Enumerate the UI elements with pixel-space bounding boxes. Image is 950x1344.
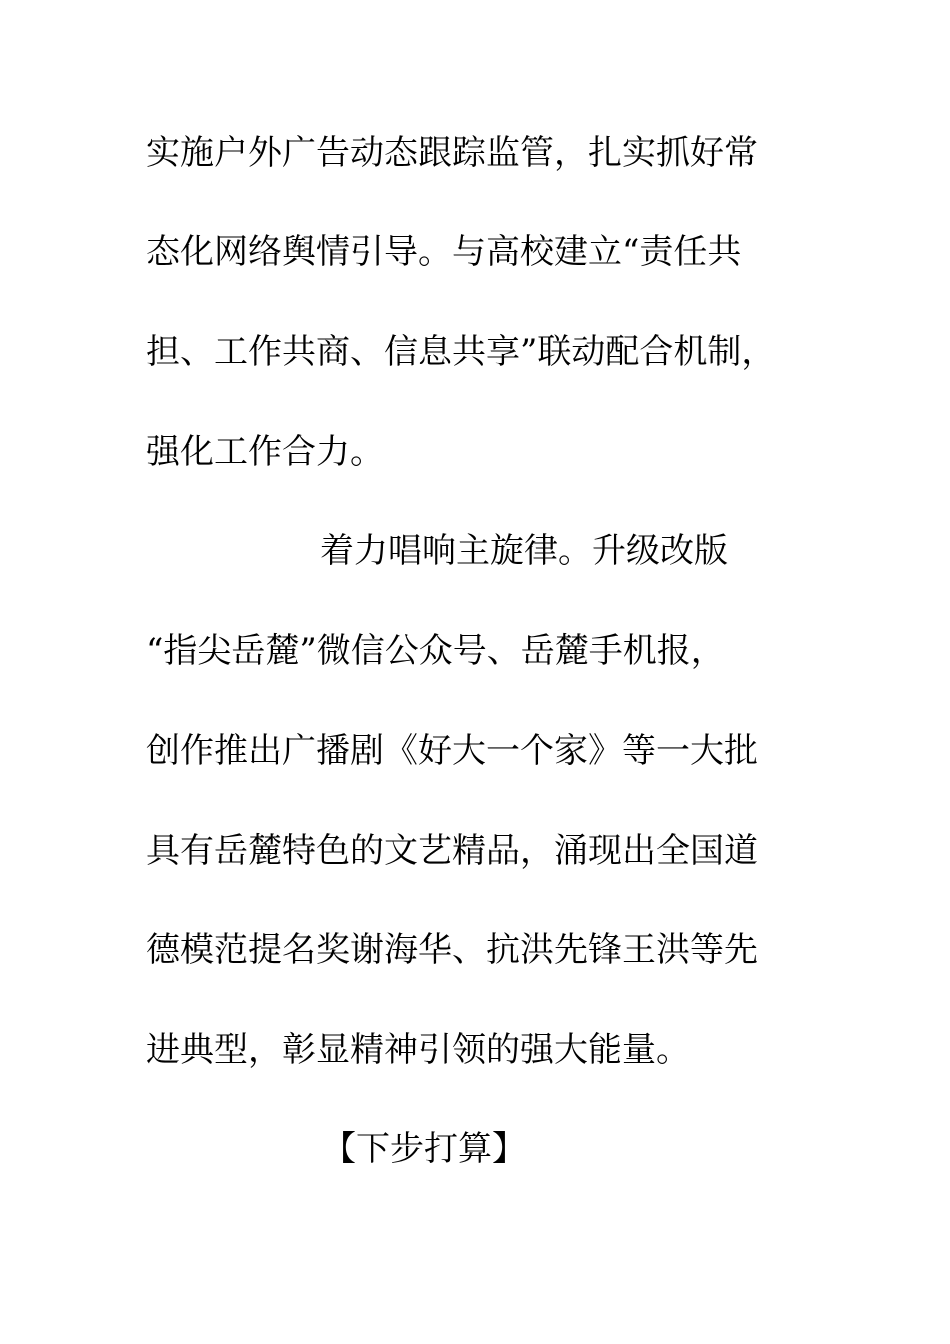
paragraph-line-1: 实施户外广告动态跟踪监管，扎实抓好常 <box>146 133 758 173</box>
paragraph-line-8: 具有岳麓特色的文艺精品，涌现出全国道 <box>146 831 758 871</box>
section-heading: 【下步打算】 <box>322 1129 526 1169</box>
paragraph-line-2: 态化网络舆情引导。与高校建立“责任共 <box>146 232 742 272</box>
paragraph-line-6: “指尖岳麓”微信公众号、岳麓手机报， <box>146 631 725 671</box>
paragraph-line-5: 着力唱响主旋律。升级改版 <box>320 531 728 571</box>
paragraph-line-7: 创作推出广播剧《好大一个家》等一大批 <box>146 731 758 771</box>
paragraph-line-3: 担、工作共商、信息共享”联动配合机制， <box>146 332 776 372</box>
paragraph-line-4: 强化工作合力。 <box>146 432 384 472</box>
paragraph-line-10: 进典型，彰显精神引领的强大能量。 <box>146 1030 690 1070</box>
paragraph-line-9: 德模范提名奖谢海华、抗洪先锋王洪等先 <box>146 930 758 970</box>
